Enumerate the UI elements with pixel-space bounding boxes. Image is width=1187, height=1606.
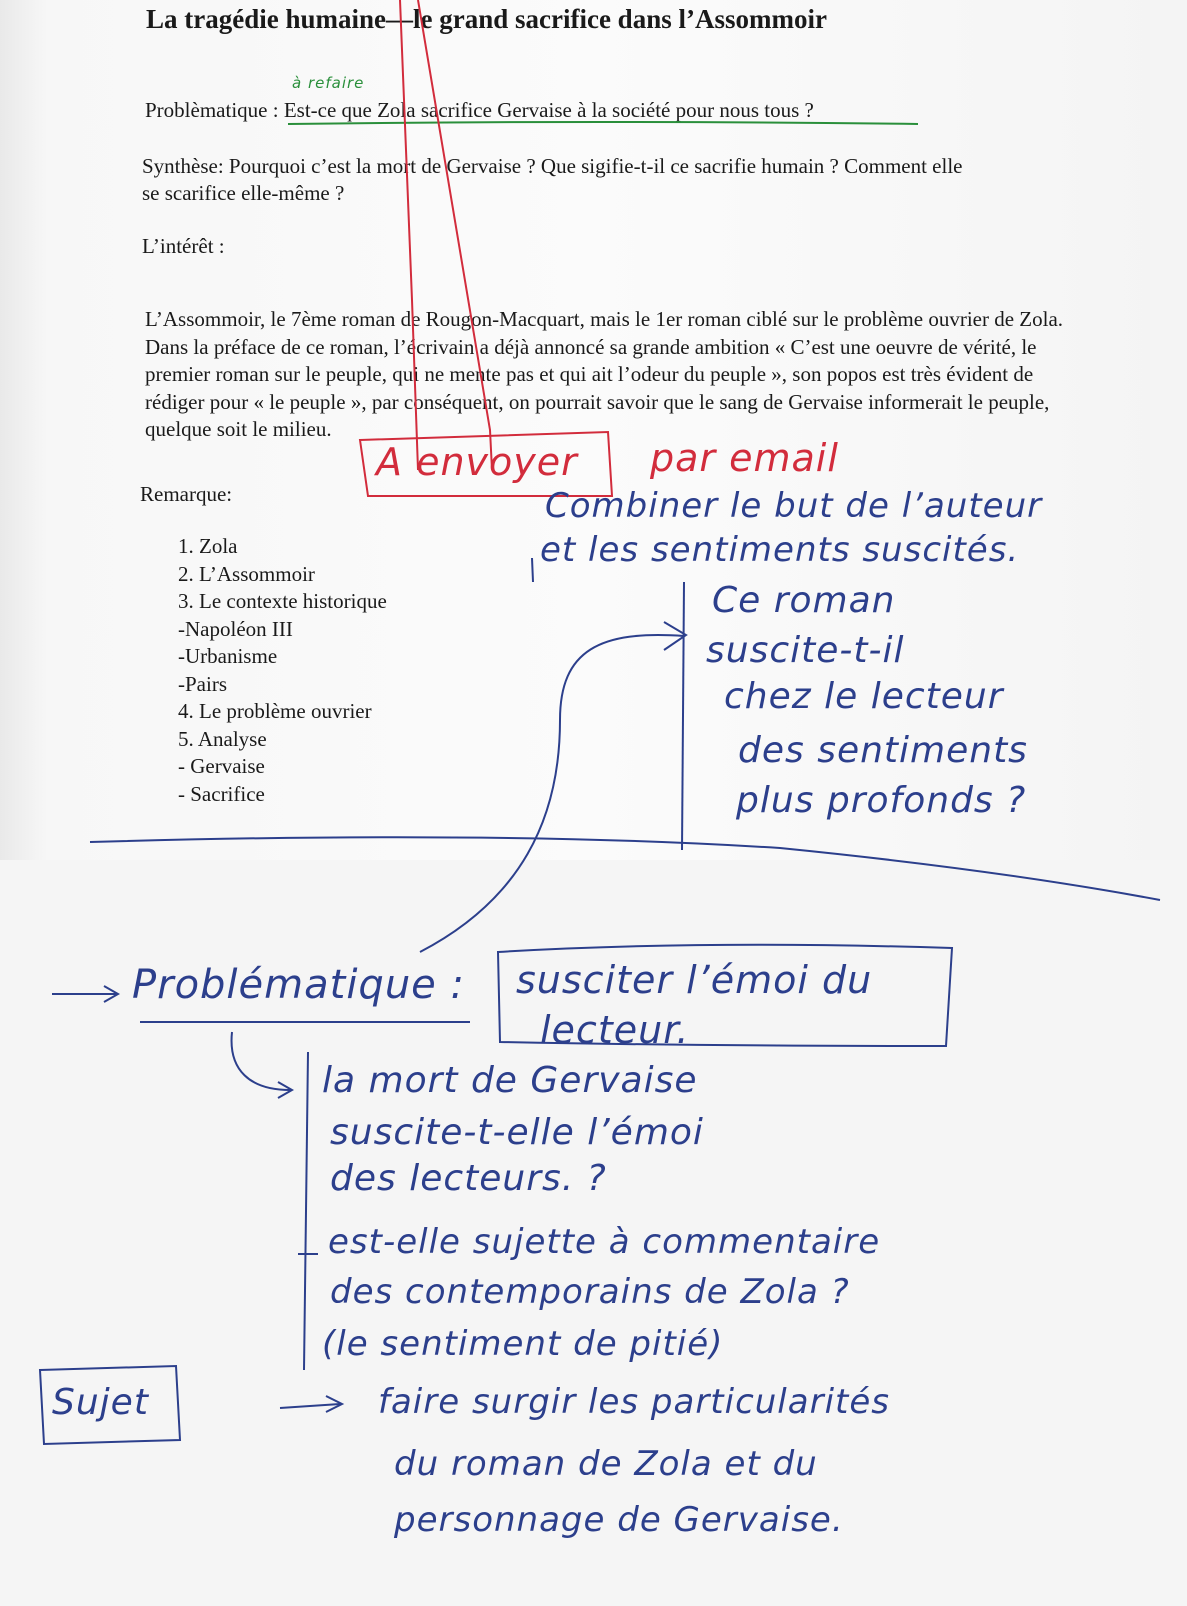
note-question-3: chez le lecteur (724, 676, 1004, 717)
list-item: 2. L’Assommoir (178, 561, 315, 586)
note-combiner-1: Combiner le but de l’auteur (545, 486, 1043, 526)
list-item: 3. Le contexte historique (178, 589, 387, 613)
list-item: 5. Analyse (178, 726, 267, 751)
note-sujet: Sujet (52, 1382, 149, 1423)
note-sub-6: (le sentiment de pitié) (322, 1324, 724, 1364)
note-sub-1: la mort de Gervaise (322, 1060, 698, 1101)
list-item: -Urbanisme (178, 644, 278, 668)
interet-paragraph: L’Assommoir, le 7ème roman de Rougon-Macquart, mais le 1er roman ciblé sur le problème ouvrier de Zola. Dans la préface de ce roman, l’écrivain a déjà annoncé sa grande ambition « C’est une oeuvre de vérité, le premier roman sur le peuple, qui ne mente pas et qui ait l’odeur du peuple », son popos est très évident de rédiger pour « le peuple », par conséquent, on pourrait savoir que le sang de Gervaise informerait le peuple, quelque soit le milieu. (145, 307, 1064, 441)
note-sub-4: est-elle sujette à commentaire (328, 1222, 881, 1262)
remarque-list (178, 533, 387, 808)
list-item: 4. Le problème ouvrier (178, 699, 372, 723)
note-question-1: Ce roman (712, 580, 896, 621)
list-item: - Sacrifice (178, 781, 265, 806)
note-final-1: faire surgir les particularités (378, 1382, 890, 1422)
note-problematique: Problématique : (132, 962, 465, 1008)
note-question-5: plus profonds ? (736, 780, 1027, 821)
note-question-2: suscite-t-il (706, 630, 905, 671)
remarque-label: Remarque: (140, 482, 233, 506)
interet-label: L’intérêt : (142, 234, 225, 258)
note-sub-3: des lecteurs. ? (330, 1158, 607, 1199)
note-a-refaire: à refaire (292, 74, 365, 92)
list-item: 1. Zola (178, 534, 238, 558)
note-final-3: personnage de Gervaise. (394, 1500, 844, 1540)
document-title: La tragédie humaine—le grand sacrifice dans l’Assommoir (146, 4, 827, 34)
synthese-line-2: se scarifice elle-même ? (142, 181, 345, 205)
list-item: -Napoléon III (178, 616, 293, 641)
note-sub-2: suscite-t-elle l’émoi (330, 1112, 704, 1153)
note-a-envoyer: A envoyer (376, 440, 578, 484)
note-final-2: du roman de Zola et du (394, 1444, 818, 1484)
note-susciter-2: lecteur. (540, 1008, 690, 1052)
problematique-question: Est-ce que Zola sacrifice Gervaise à la société pour nous tous ? (283, 98, 814, 122)
note-par-email: par email (650, 436, 839, 480)
note-combiner-2: et les sentiments suscités. (540, 530, 1020, 570)
problematique-label: Problèmatique : (145, 98, 284, 122)
list-item: - Gervaise (178, 754, 265, 778)
note-sub-5: des contemporains de Zola ? (330, 1272, 850, 1312)
list-item: -Pairs (178, 671, 227, 696)
problematique-line (145, 96, 814, 124)
note-susciter-1: susciter l’émoi du (516, 958, 873, 1002)
note-question-4: des sentiments (738, 730, 1028, 771)
synthese-line-1: Synthèse: Pourquoi c’est la mort de Gervaise ? Que sigifie-t-il ce sacrifie humain ? Comment elle (142, 154, 963, 178)
